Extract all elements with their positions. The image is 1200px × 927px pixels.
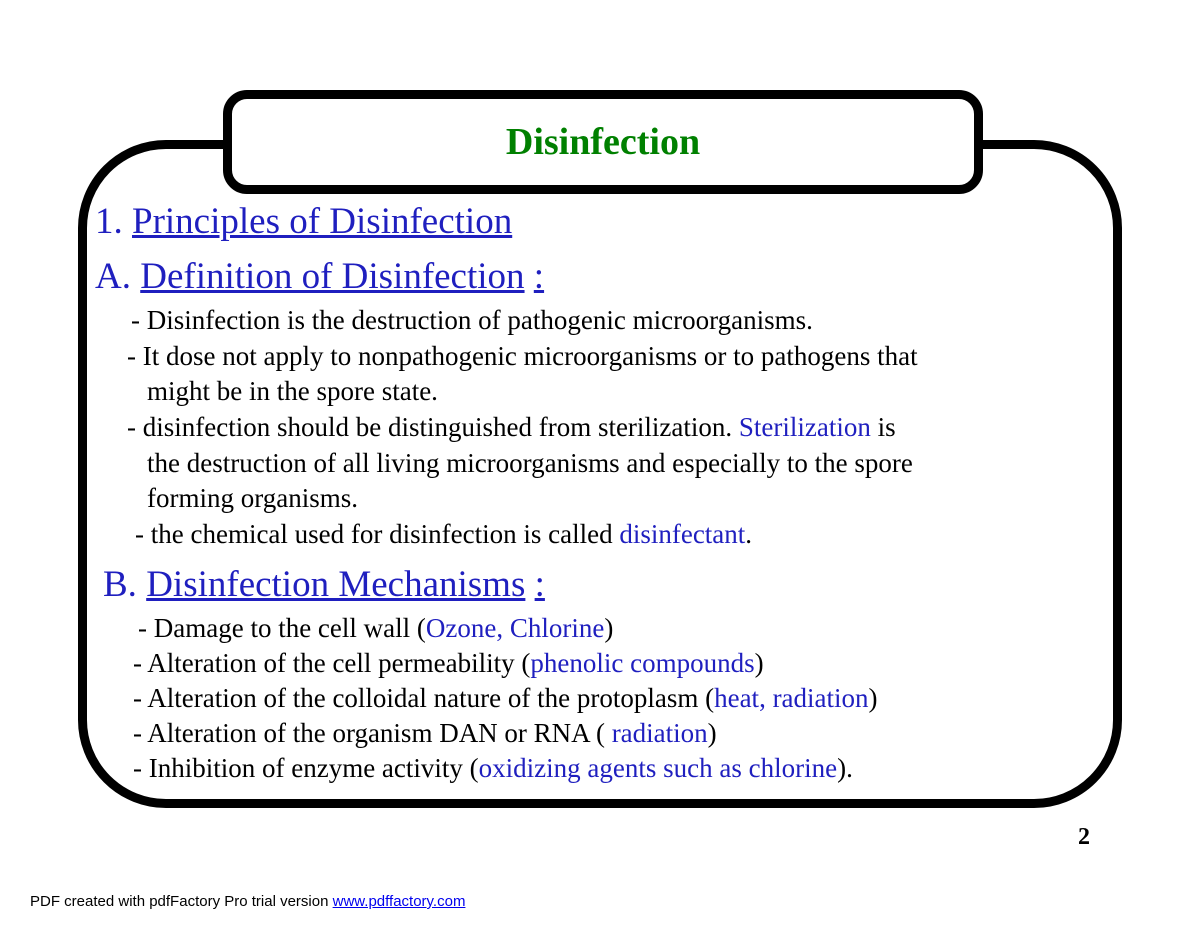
mechanism-item-1-text: - Damage to the cell wall ( [138, 613, 426, 643]
mechanism-item-3-agent: heat, radiation [714, 683, 869, 713]
mechanism-item-4-text: - Alteration of the organism DAN or RNA ( [133, 718, 612, 748]
footer-link[interactable]: www.pdffactory.com [332, 893, 466, 910]
mechanism-item-2-end: ) [754, 648, 764, 678]
mechanism-item-2-agent: phenolic compounds [530, 648, 755, 678]
page-number: 2 [1078, 824, 1090, 850]
mechanism-item-1-agent: Ozone, Chlorine [425, 613, 605, 643]
title-box [223, 90, 983, 194]
mechanism-item-4 [133, 718, 717, 749]
mechanism-item-5-end: ). [837, 753, 853, 783]
section-b-letter: B. [103, 564, 137, 605]
mechanism-item-2-text: - Alteration of the cell permeability ( [133, 648, 531, 678]
section-b-colon: : [534, 564, 545, 605]
mechanism-item-5 [133, 753, 853, 784]
mechanism-item-3-end: ) [868, 683, 878, 713]
definition-line-5: the destruction of all living microorganisms and especially to the spore [147, 448, 913, 478]
definition-line-4 [127, 412, 896, 443]
mechanism-item-4-agent: radiation [611, 718, 708, 748]
definition-line-6: forming organisms. [147, 483, 358, 513]
definition-line-7-text: - the chemical used for disinfection is called [135, 519, 613, 549]
mechanism-item-1-end: ) [604, 613, 614, 643]
section-a-letter: A. [95, 256, 131, 297]
disinfectant-term: disinfectant [619, 519, 746, 549]
definition-line-3: might be in the spore state. [147, 376, 438, 406]
definition-line-7-end: . [745, 519, 753, 549]
definition-line-2: - It dose not apply to nonpathogenic microorganisms or to pathogens that [127, 341, 918, 371]
mechanism-item-1 [138, 613, 613, 644]
section-a-title: Definition of Disinfection [140, 256, 525, 297]
mechanism-item-2 [133, 648, 764, 679]
section-b-title: Disinfection Mechanisms [146, 564, 526, 605]
slide-title: Disinfection [505, 121, 701, 163]
section-1-title: Principles of Disinfection [132, 201, 513, 242]
definition-line-7 [135, 519, 752, 550]
mechanism-item-4-end: ) [707, 718, 717, 748]
section-b-heading [103, 563, 545, 606]
section-1-number: 1. [95, 201, 123, 242]
pdf-footer [30, 893, 465, 910]
mechanism-item-3-text: - Alteration of the colloidal nature of the protoplasm ( [133, 683, 715, 713]
mechanism-item-3 [133, 683, 878, 714]
footer-text: PDF created with pdfFactory Pro trial version [30, 893, 333, 910]
mechanism-item-5-agent: oxidizing agents such as chlorine [478, 753, 838, 783]
sterilization-term: Sterilization [738, 412, 871, 442]
section-a-heading [95, 255, 544, 298]
definition-line-1: - Disinfection is the destruction of pathogenic microorganisms. [131, 305, 813, 335]
definition-line-4-text: - disinfection should be distinguished from sterilization. [127, 412, 733, 442]
section-1-heading [95, 200, 512, 243]
mechanism-item-5-text: - Inhibition of enzyme activity ( [133, 753, 479, 783]
definition-line-4-end: is [877, 412, 896, 442]
section-a-colon: : [533, 256, 545, 297]
